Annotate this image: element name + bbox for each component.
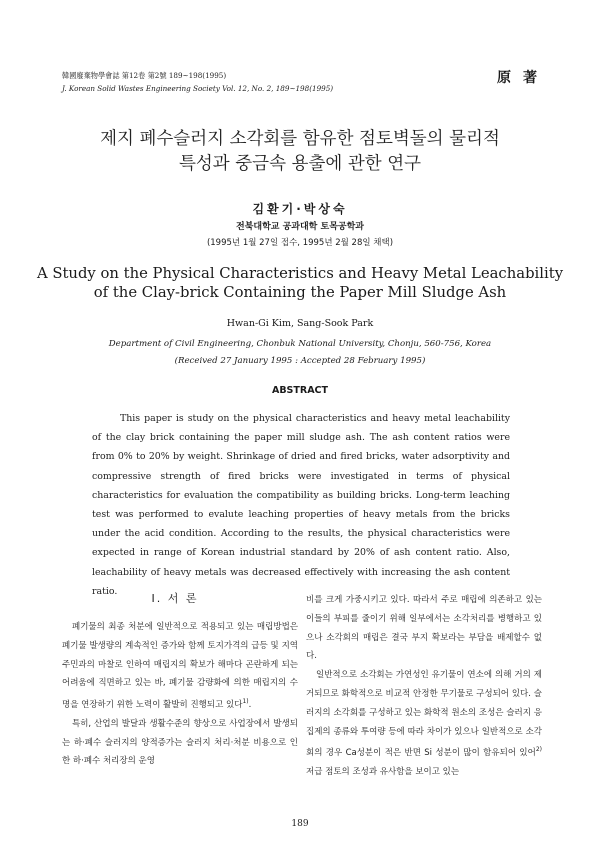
right-paragraph-1: 비를 크게 가중시키고 있다. 따라서 주로 매립에 의존하고 있는 이들의 부피를 줄이기 위해 일부에서는 소각처리를 병행하고 있으나 소각회의 매립은 결국 부지 확보라는 부담을 배제할수 없다. — [306, 595, 542, 662]
affiliation-en: Department of Civil Engineering, Chonbuk National University, Chonju, 560-756, Korea — [108, 339, 492, 349]
reference-2: 2) — [535, 746, 542, 754]
authors-ko: 김환기·박상숙 — [252, 202, 348, 216]
journal-citation-en: J. Korean Solid Wastes Engineering Society Vol. 12, No. 2, 189~198(1995) — [62, 84, 334, 93]
journal-header — [62, 69, 333, 95]
title-en-line2: of the Clay-brick Containing the Paper Mill Sludge Ash — [93, 284, 507, 301]
abstract-heading: ABSTRACT — [271, 385, 329, 396]
authors-en: Hwan-Gi Kim, Sang-Sook Park — [226, 318, 374, 329]
journal-citation-ko: 韓國廢棄物學會誌 第12卷 第2號 189~198(1995) — [62, 71, 227, 80]
left-column — [62, 618, 298, 771]
left-paragraph-2: 특히, 산업의 발달과 생활수준의 향상으로 사업장에서 발생되는 하·폐수 슬러지의 양적증가는 슬러지 처리·처분 비용으로 인한 하·폐수 처리장의 운영 — [62, 718, 298, 767]
title-en-line1: A Study on the Physical Characteristics and Heavy Metal Leachability — [36, 265, 564, 282]
title-en — [0, 264, 600, 302]
article-type-badge: 原著 — [497, 70, 549, 86]
affiliation-ko: 전북대학교 공과대학 토목공학과 — [236, 222, 364, 232]
received-en: (Received 27 January 1995 : Accepted 28 February 1995) — [174, 356, 426, 366]
date-ko: (1995년 1월 27일 접수, 1995년 2월 28일 채택) — [206, 238, 394, 248]
section-heading: I. 서 론 — [151, 592, 199, 605]
right-paragraph-2: 일반적으로 소각회는 가연성인 유기물이 연소에 의해 거의 제거되므로 화학적으로 비교적 안정한 무기물로 구성되어 있다. 슬러지의 소각회를 구성하고 있는 화학적 원소의 조성은 슬러지 응집제의 종류와 투여량 등에 따라 차이가 있으나 일반적으로 소각회의 경우 Ca성분이 적은 반면 Si 성분이 많이 함유되어 있어$^{2)}$ 저급 점토의 조성과 유사함을 보이고 있는 — [306, 670, 542, 777]
left-paragraph-1: 폐기물의 최종 처분에 일반적으로 적용되고 있는 매립방법은 폐기물 발생량의 계속적인 증가와 함께 토지가격의 급등 및 지역 주민과의 마찰로 인하여 매립지의 확보가 해마다 곤란하게 되는 어려움에 직면하고 있는 바, 폐기물 감량화에 의한 매립지의 수명을 연장하기 위한 노력이 활발히 진행되고 있다$^{1)}$. — [62, 622, 298, 711]
page-number: 189 — [291, 819, 309, 829]
title-ko-line2: 특성과 중금속 용출에 관한 연구 — [178, 154, 421, 174]
title-ko — [0, 127, 600, 177]
reference-1: 1) — [242, 698, 249, 706]
abstract-text: This paper is study on the physical characteristics and heavy metal leachability of the clay brick containing the paper mill sludge ash. The ash content ratios were from 0% to 20% by weight. Shrinkage of dried and fired bricks, water adsorptivity and compressive strength of fired bricks were investigated in terms of physical characteristics for evaluation the compatibility as building bricks. Long-term leaching test was performed to evalute leaching properties of heavy metals from the bricks under the acid condition. According to the results, the physical characteristics were expected in range of Korean industrial standard by 20% of ash content ratio. Also, leachability of heavy metals was decreased effectively with increasing the ash content ratio. — [92, 413, 510, 597]
title-ko-line1: 제지 폐수슬러지 소각회를 함유한 점토벽돌의 물리적 — [100, 129, 500, 149]
right-column — [306, 591, 542, 782]
